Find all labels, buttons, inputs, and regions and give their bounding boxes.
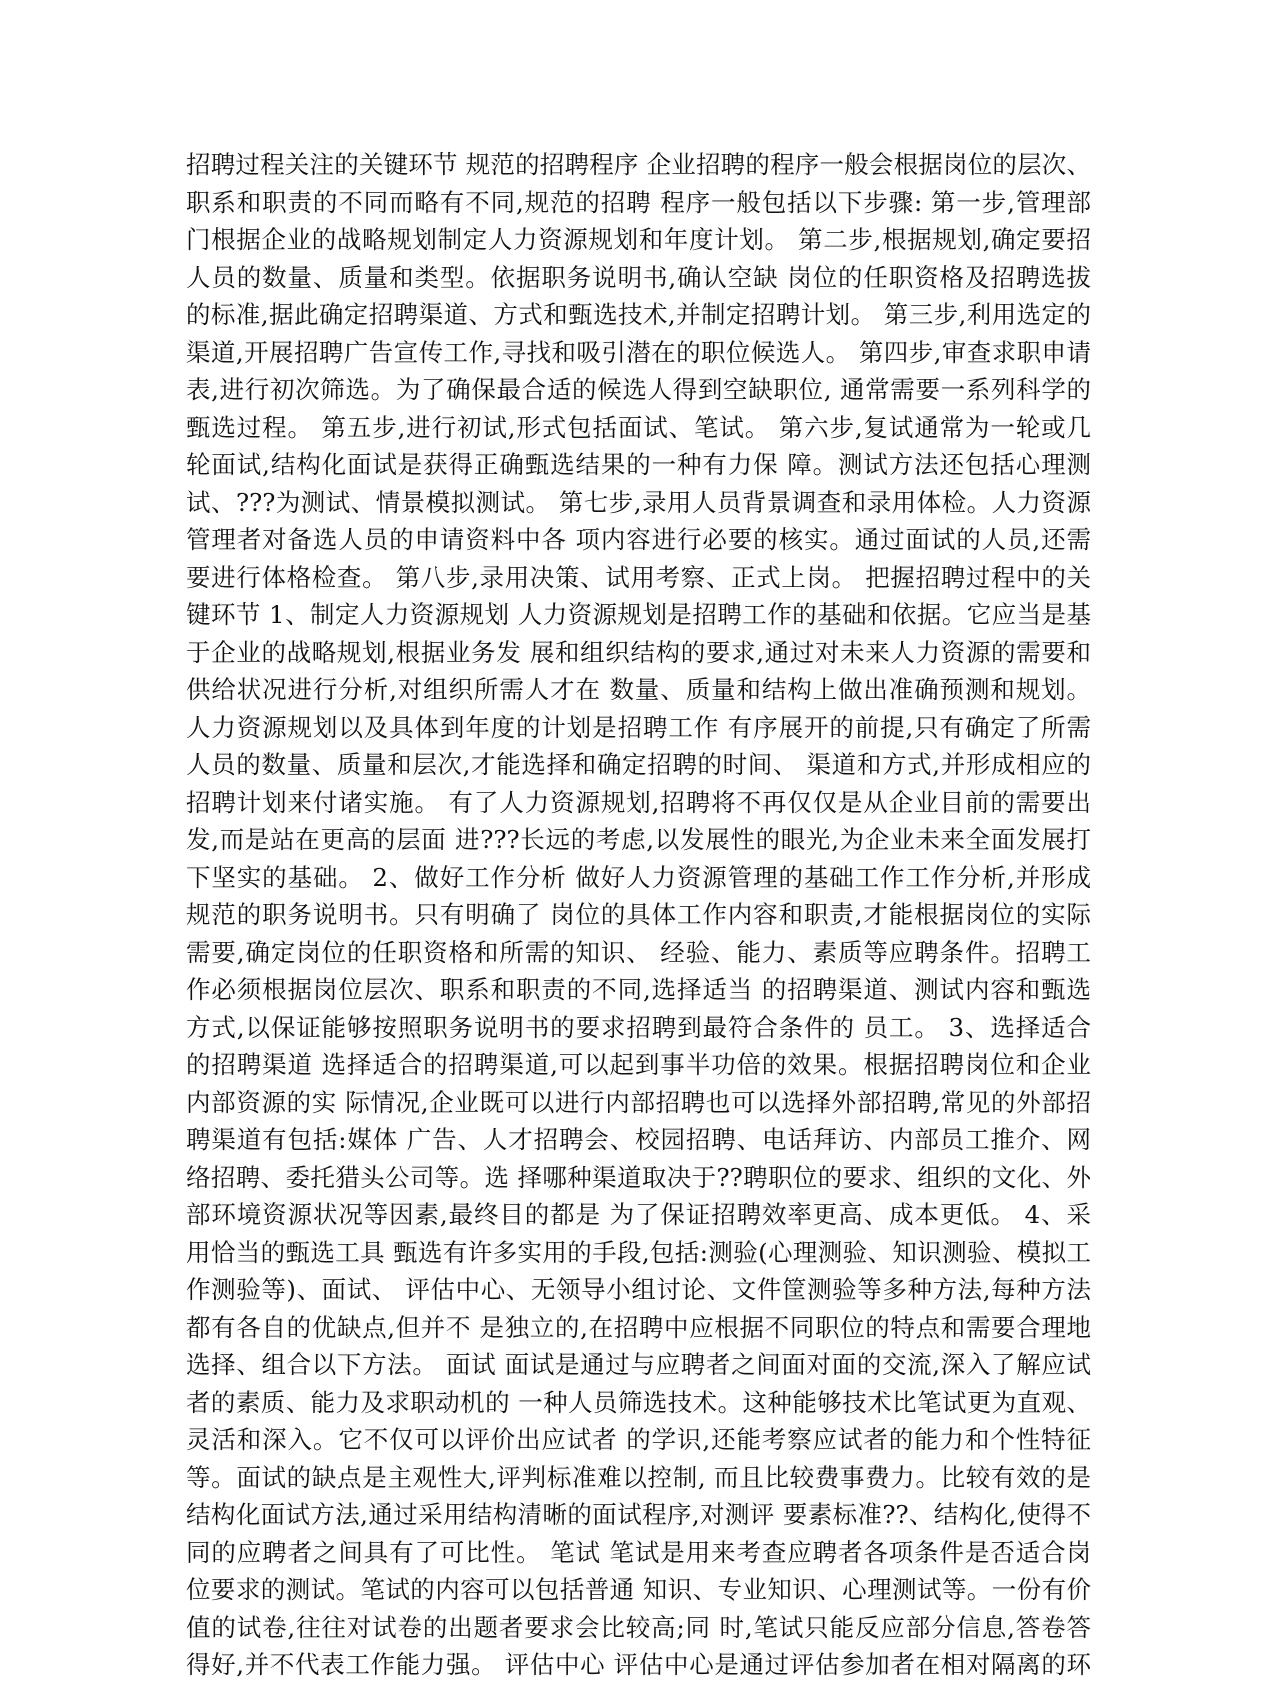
text-line: 者的素质、能力及求职动机的 一种人员筛选技术。这种能够技术比笔试更为直观、 [186,1387,1091,1417]
text-line: 招聘计划来付诸实施。 有了人力资源规划,招聘将不再仅仅是从企业目前的需要出 [186,787,1091,817]
text-line: 渠道,开展招聘广告宣传工作,寻找和吸引潜在的职位候选人。 第四步,审查求职申请 [186,337,1091,367]
text-line: 用恰当的甄选工具 甄选有许多实用的手段,包括:测验(心理测验、知识测验、模拟工 [186,1237,1091,1267]
text-line: 作测验等)、面试、 评估中心、无领导小组讨论、文件筐测验等多种方法,每种方法 [186,1275,1091,1304]
text-line: 的标准,据此确定招聘渠道、方式和甄选技术,并制定招聘计划。 第三步,利用选定的 [186,300,1091,329]
text-line: 位要求的测试。笔试的内容可以包括普通 知识、专业知识、心理测试等。一份有价 [186,1575,1091,1604]
text-line: 试、???为测试、情景模拟测试。 第七步,录用人员背景调查和录用体检。人力资源 [186,487,1091,517]
text-line: 于企业的战略规划,根据业务发 展和组织结构的要求,通过对未来人力资源的需要和 [186,637,1091,667]
text-line: 选择、组合以下方法。 面试 面试是通过与应聘者之间面对面的交流,深入了解应试 [186,1350,1091,1379]
text-line: 人员的数量、质量和类型。依据职务说明书,确认空缺 岗位的任职资格及招聘选拔 [186,262,1091,292]
text-line: 键环节 1、制定人力资源规划 人力资源规划是招聘工作的基础和依据。它应当是基 [186,600,1091,629]
text-line: 表,进行初次筛选。为了确保最合适的候选人得到空缺职位, 通常需要一系列科学的 [186,375,1091,404]
text-line: 内部资源的实 际情况,企业既可以进行内部招聘也可以选择外部招聘,常见的外部招 [186,1087,1091,1117]
text-line: 供给状况进行分析,对组织所需人才在 数量、质量和结构上做出准确预测和规划。 [186,675,1091,704]
text-line: 招聘过程关注的关键环节 规范的招聘程序 企业招聘的程序一般会根据岗位的层次、 [186,150,1091,179]
text-line: 络招聘、委托猎头公司等。选 择哪种渠道取决于??聘职位的要求、组织的文化、外 [186,1162,1091,1192]
text-line: 甄选过程。 第五步,进行初试,形式包括面试、笔试。 第六步,复试通常为一轮或几 [186,412,1091,442]
text-line: 结构化面试方法,通过采用结构清晰的面试程序,对测评 要素标准??、结构化,使得不 [186,1500,1091,1529]
text-line: 同的应聘者之间具有了可比性。 笔试 笔试是用来考查应聘者各项条件是否适合岗 [186,1537,1091,1567]
text-line: 等。面试的缺点是主观性大,评判标准难以控制, 而且比较费事费力。比较有效的是 [186,1462,1091,1492]
text-line: 都有各自的优缺点,但并不 是独立的,在招聘中应根据不同职位的特点和需要合理地 [186,1312,1091,1342]
text-line: 聘渠道有包括:媒体 广告、人才招聘会、校园招聘、电话拜访、内部员工推介、网 [186,1125,1091,1154]
body-text [186,146,1091,1684]
text-line: 作必须根据岗位层次、职系和职责的不同,选择适当 的招聘渠道、测试内容和甄选 [186,975,1091,1004]
text-line: 职系和职责的不同而略有不同,规范的招聘 程序一般包括以下步骤: 第一步,管理部 [186,187,1091,217]
text-line: 人力资源规划以及具体到年度的计划是招聘工作 有序展开的前提,只有确定了所需 [186,712,1091,742]
text-line: 发,而是站在更高的层面 进???长远的考虑,以发展性的眼光,为企业未来全面发展打 [186,825,1091,854]
text-line: 方式,以保证能够按照职务说明书的要求招聘到最符合条件的 员工。 3、选择适合 [186,1012,1091,1042]
text-line: 下坚实的基础。 2、做好工作分析 做好人力资源管理的基础工作工作分析,并形成 [186,862,1091,892]
text-line: 人员的数量、质量和层次,才能选择和确定招聘的时间、 渠道和方式,并形成相应的 [186,750,1091,779]
text-line: 得好,并不代表工作能力强。 评估中心 评估中心是通过评估参加者在相对隔离的环 [186,1650,1091,1679]
text-line: 灵活和深入。它不仅可以评价出应试者 的学识,还能考察应试者的能力和个性特征 [186,1425,1091,1454]
text-line: 门根据企业的战略规划制定人力资源规划和年度计划。 第二步,根据规划,确定要招 [186,225,1091,254]
text-line: 值的试卷,往往对试卷的出题者要求会比较高;同 时,笔试只能反应部分信息,答卷答 [186,1612,1091,1642]
text-line: 的招聘渠道 选择适合的招聘渠道,可以起到事半功倍的效果。根据招聘岗位和企业 [186,1050,1091,1079]
text-line: 要进行体格检查。 第八步,录用决策、试用考察、正式上岗。 把握招聘过程中的关 [186,562,1091,592]
text-line: 管理者对备选人员的申请资料中各 项内容进行必要的核实。通过面试的人员,还需 [186,525,1091,554]
text-line: 需要,确定岗位的任职资格和所需的知识、 经验、能力、素质等应聘条件。招聘工 [186,937,1091,967]
text-line: 部环境资源状况等因素,最终目的都是 为了保证招聘效率更高、成本更低。 4、采 [186,1200,1091,1229]
text-line: 轮面试,结构化面试是获得正确甄选结果的一种有力保 障。测试方法还包括心理测 [186,450,1091,479]
text-line: 规范的职务说明书。只有明确了 岗位的具体工作内容和职责,才能根据岗位的实际 [186,900,1091,929]
